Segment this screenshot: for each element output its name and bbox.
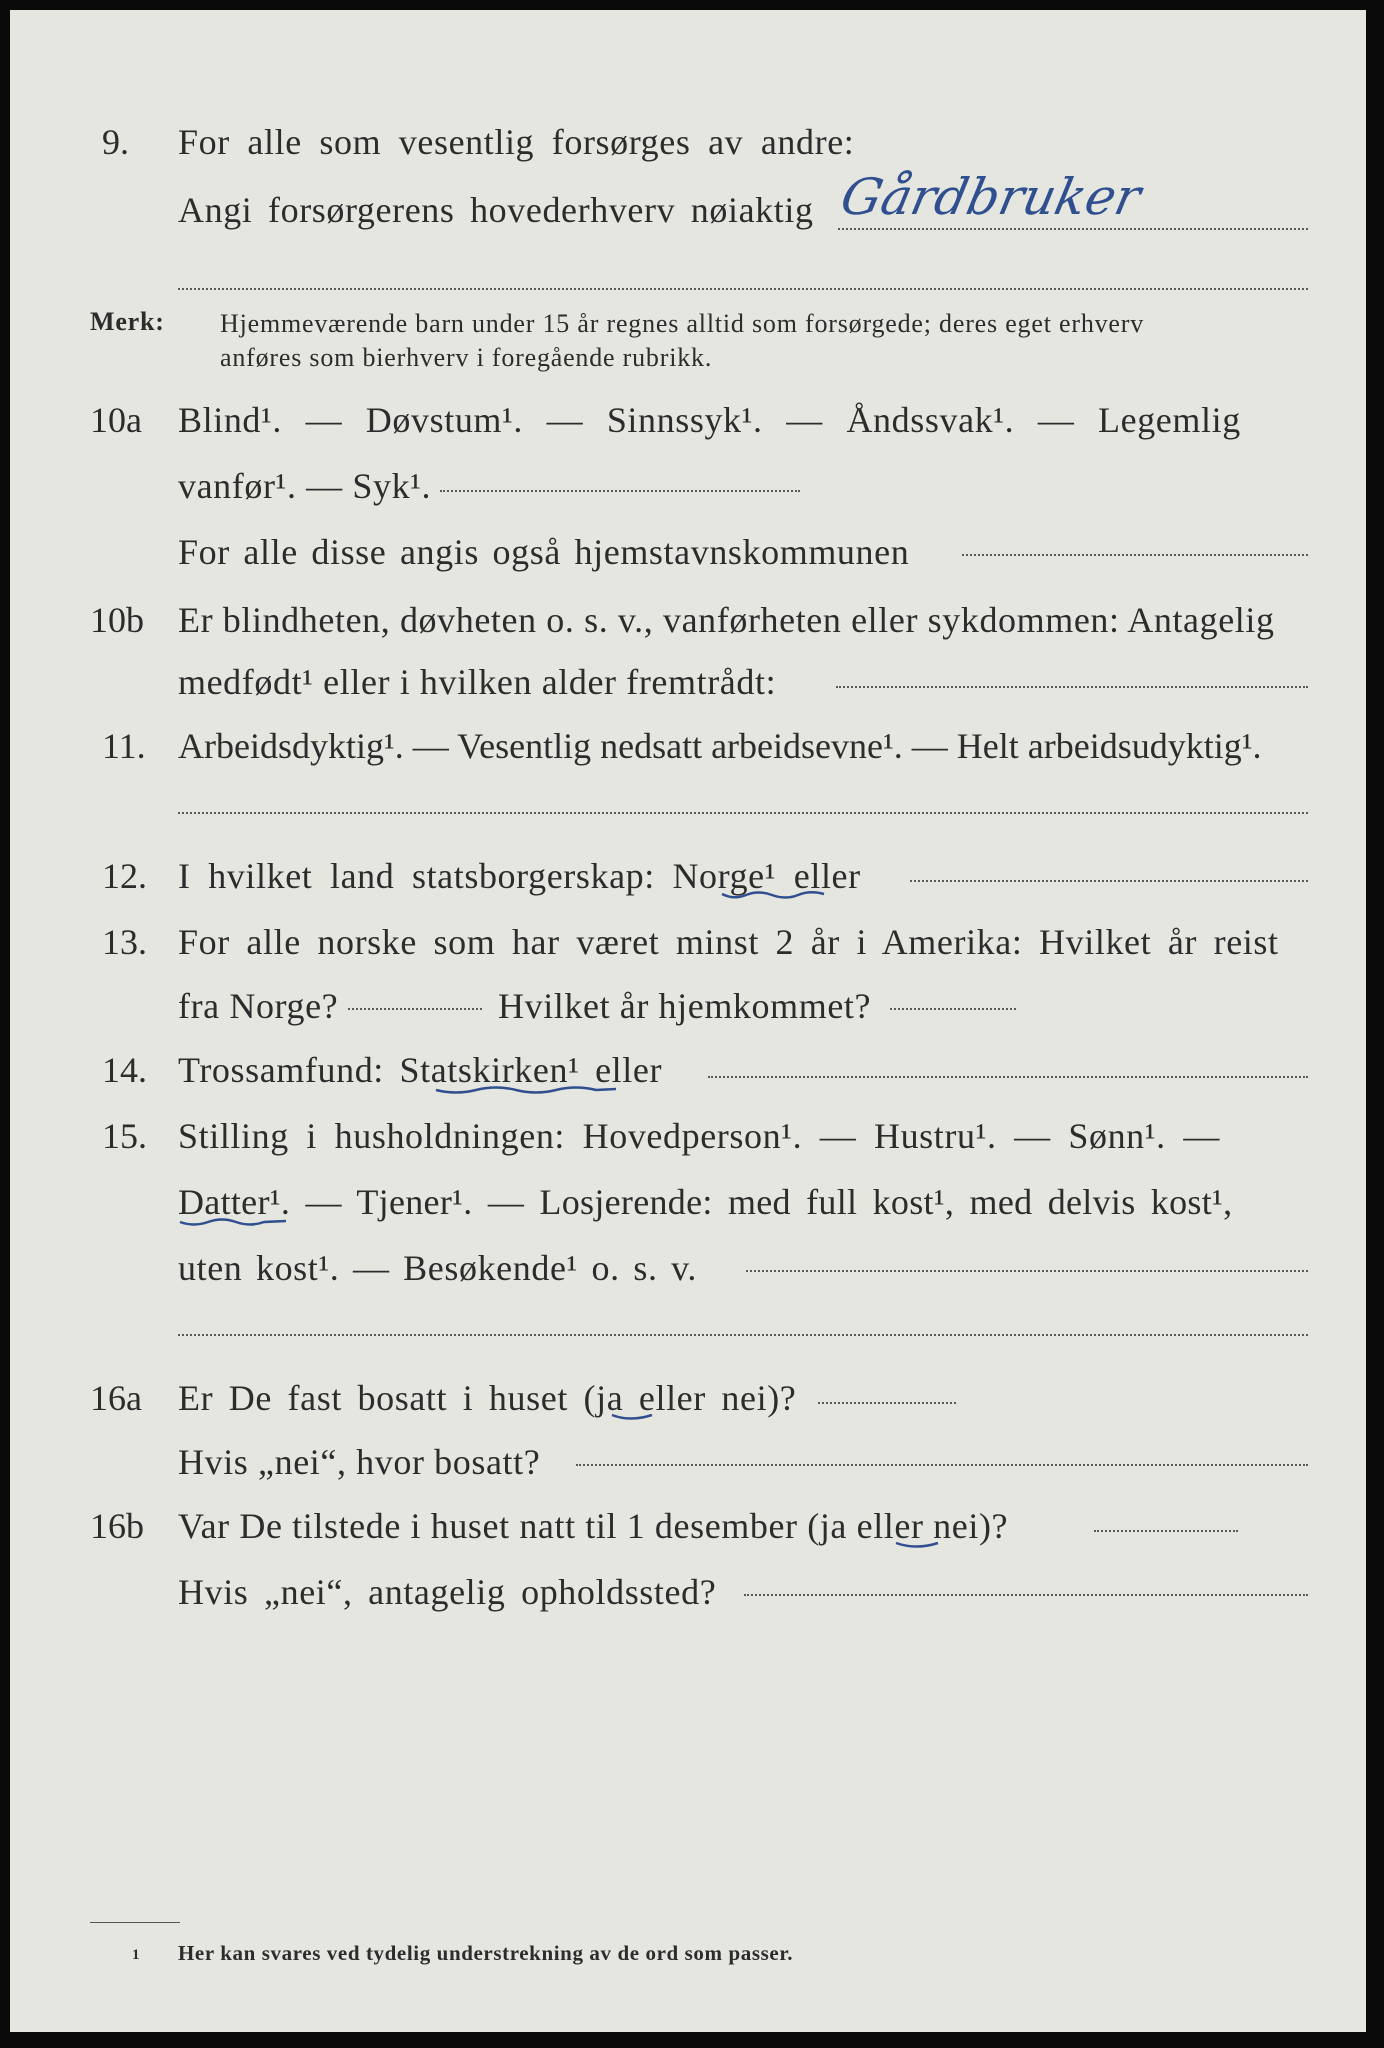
- q16b-ja-underline: [894, 1540, 940, 1550]
- q13-year-left-fill: [348, 1008, 482, 1010]
- q9-answer-line: [838, 228, 1308, 230]
- q12-line1: I hvilket land statsborgerskap: Norge¹ eller: [178, 856, 861, 896]
- merk-line1: Hjemmeværende barn under 15 år regnes alltid som forsørgede; deres eget erhverv: [220, 309, 1145, 338]
- q12-number: 12.: [102, 856, 147, 896]
- q10a-number: 10a: [90, 400, 142, 440]
- q10b-number: 10b: [90, 600, 144, 640]
- footnote-rule: [90, 1922, 180, 1923]
- q9-extra-line: [178, 288, 1308, 290]
- q13-line1: For alle norske som har været minst 2 år i Amerika: Hvilket år reist: [178, 922, 1279, 962]
- q16b-fill: [1094, 1530, 1238, 1532]
- q10a-line1: Blind¹. — Døvstum¹. — Sinnssyk¹. — Åndssvak¹. — Legemlig: [178, 400, 1241, 440]
- q10a-line3-fill: [962, 554, 1308, 556]
- footnote-marker: 1: [132, 1947, 141, 1963]
- census-form-page: [10, 10, 1366, 2032]
- q12-norge-underline: [720, 890, 840, 900]
- q13-line2b: Hvilket år hjemkommet?: [498, 986, 872, 1026]
- q12-fill: [910, 880, 1308, 882]
- q16b-line1: Var De tilstede i huset natt til 1 desember (ja eller nei)?: [178, 1506, 1009, 1546]
- q15-fill: [746, 1270, 1308, 1272]
- q14-number: 14.: [102, 1050, 147, 1090]
- q14-statskirken-underline: [434, 1085, 620, 1095]
- q10a-line2-fill: [440, 490, 800, 492]
- q15-line3: uten kost¹. — Besøkende¹ o. s. v.: [178, 1248, 698, 1288]
- q16b-number: 16b: [90, 1506, 144, 1546]
- q15-line1: Stilling i husholdningen: Hovedperson¹. — Hustru¹. — Sønn¹. —: [178, 1116, 1220, 1156]
- q15-datter-underline: [178, 1217, 290, 1227]
- q16a-number: 16a: [90, 1378, 142, 1418]
- q15-answer-line: [178, 1334, 1308, 1336]
- q16b-opholdssted-fill: [744, 1594, 1308, 1596]
- q10b-line2: medfødt¹ eller i hvilken alder fremtrådt:: [178, 662, 777, 702]
- q9-line2: Angi forsørgerens hovederhverv nøiaktig: [178, 190, 814, 230]
- q16a-fill: [818, 1402, 956, 1404]
- q9-line1: For alle som vesentlig forsørges av andre:: [178, 122, 855, 162]
- q16a-line2: Hvis „nei“, hvor bosatt?: [178, 1442, 541, 1482]
- q16b-line2: Hvis „nei“, antagelig opholdssted?: [178, 1572, 717, 1612]
- q9-handwritten-answer: Gårdbruker: [835, 168, 1146, 226]
- q16a-line1: Er De fast bosatt i huset (ja eller nei)?: [178, 1378, 797, 1418]
- q16a-bosatt-fill: [576, 1464, 1308, 1466]
- q10a-line2: vanfør¹. — Syk¹.: [178, 466, 432, 506]
- footnote-text: Her kan svares ved tydelig understrekning av de ord som passer.: [178, 1941, 794, 1965]
- q10a-line3: For alle disse angis også hjemstavnskommunen: [178, 532, 910, 572]
- q14-line1: Trossamfund: Statskirken¹ eller: [178, 1050, 663, 1090]
- merk-label: Merk:: [90, 307, 165, 336]
- q11-answer-line: [178, 812, 1308, 814]
- merk-line2: anføres som bierhverv i foregående rubrikk.: [220, 343, 713, 372]
- q10b-line1: Er blindheten, døvheten o. s. v., vanførheten eller sykdommen: Antagelig: [178, 600, 1275, 640]
- q13-line2a: fra Norge?: [178, 986, 339, 1026]
- q15-line2: Datter¹. — Tjener¹. — Losjerende: med full kost¹, med delvis kost¹,: [178, 1182, 1233, 1222]
- q10b-line2-fill: [836, 686, 1308, 688]
- q11-number: 11.: [102, 726, 146, 766]
- q15-number: 15.: [102, 1116, 147, 1156]
- q14-fill: [708, 1076, 1308, 1078]
- q13-number: 13.: [102, 922, 147, 962]
- q11-line1: Arbeidsdyktig¹. — Vesentlig nedsatt arbeidsevne¹. — Helt arbeidsudyktig¹.: [178, 726, 1262, 766]
- q16a-ja-underline: [610, 1412, 654, 1422]
- q9-number: 9.: [102, 122, 129, 162]
- q13-year-returned-fill: [890, 1008, 1016, 1010]
